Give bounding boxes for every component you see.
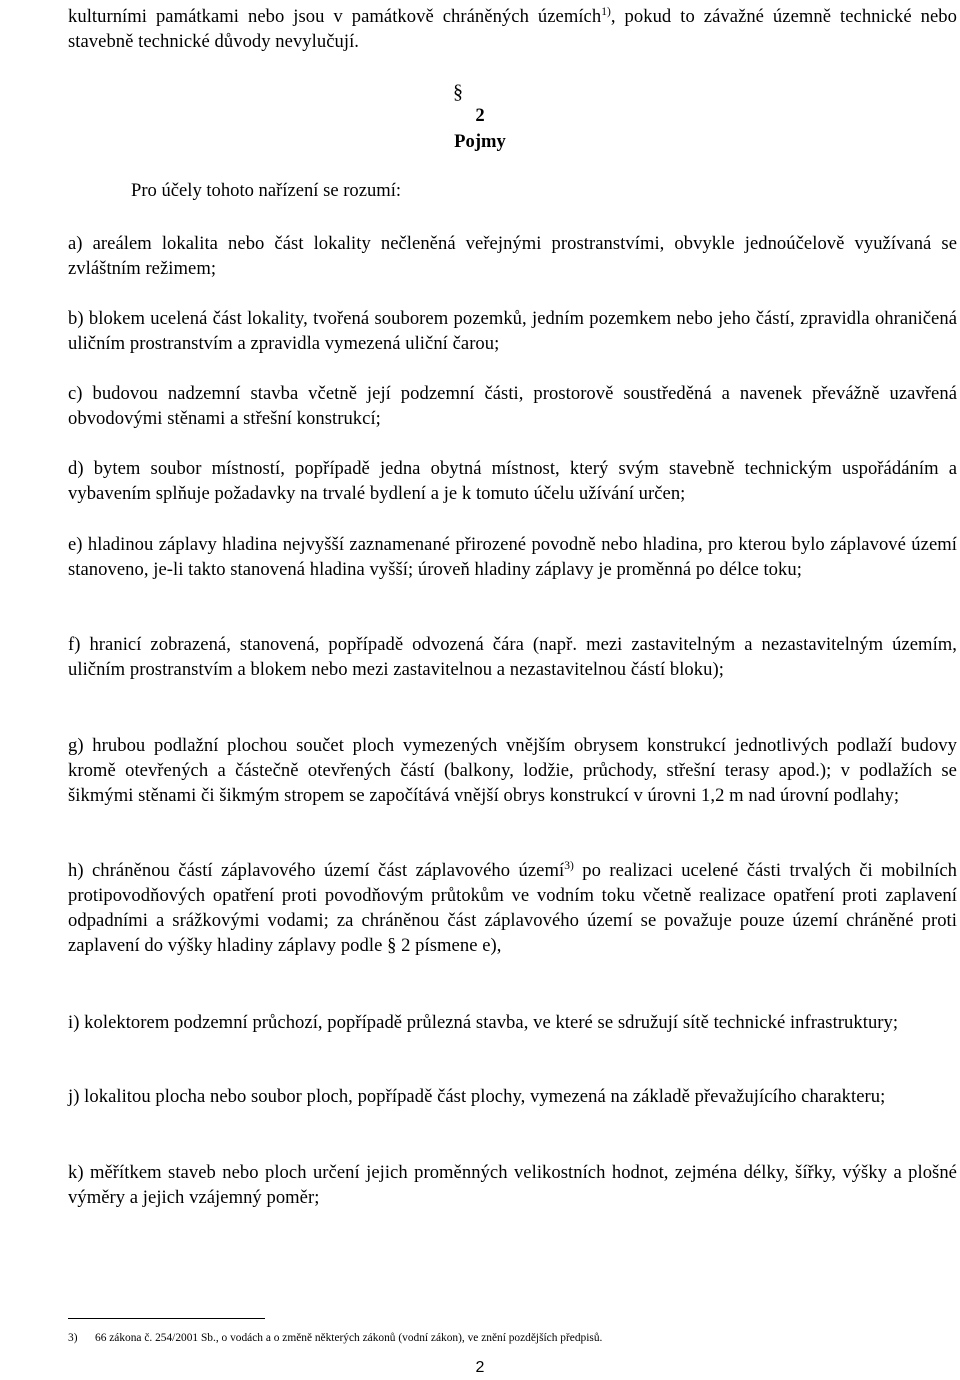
top-paragraph-text-continued: , pokud to závažné územně technické nebo stavebně technické důvody nevylučují. bbox=[68, 6, 957, 52]
definition-h-text-continued: po realizaci ucelené části trvalých či mobilních protipovodňových opatření proti povodňovým průtokům ve vodním toku včetně realizace opatření proti zaplavení odpadními a srážkovými vodami; za chráněnou část záplavového území se považuje pouze území chráněné proti zaplavení do výšky hladiny záplavy podle § 2 písmene e), bbox=[68, 860, 958, 956]
top-paragraph-text: kulturními památkami nebo jsou v památkově chráněných územích bbox=[68, 6, 602, 27]
definition-i: i) kolektorem podzemní průchozí, popřípadě průlezná stavba, ve které se sdružují sítě technické infrastruktury; bbox=[68, 1012, 899, 1033]
section-title: Pojmy bbox=[454, 131, 506, 152]
definition-f: f) hranicí zobrazená, stanovená, popřípadě odvozená čára (např. mezi zastavitelným a nezastavitelným územím, uličním prostranstvím a blokem nebo mezi zastavitelnou a nezastavitelnou částí bloku); bbox=[68, 634, 957, 680]
footnote-text: 66 zákona č. 254/2001 Sb., o vodách a o změně některých zákonů (vodní zákon), ve znění pozdějších předpisů. bbox=[95, 1332, 603, 1344]
footnote bbox=[68, 1330, 602, 1346]
section-number: 2 bbox=[475, 105, 485, 126]
definition-k: k) měřítkem staveb nebo ploch určení jejich proměnných velikostních hodnot, zejména délky, šířky, výšky a plošné výměry a jejich vzájemný poměr; bbox=[68, 1162, 957, 1208]
definition-g: g) hrubou podlažní plochou součet ploch vymezených vnějším obrysem konstrukcí jednotlivých podlaží budovy kromě otevřených a částečně otevřených částí (balkony, lodžie, průchody, střešní terasy apod.); v podlažích se šikmými stěnami či šikmým stropem se započítává vnější obrys konstrukcí v úrovni 1,2 m nad úrovní podlahy; bbox=[68, 735, 957, 806]
section-intro: Pro účely tohoto nařízení se rozumí: bbox=[131, 180, 402, 201]
definition-e: e) hladinou záplavy hladina nejvyšší zaznamenané přirozené povodně nebo hladina, pro kterou bylo záplavové území stanoveno, je-li takto stanovená hladina vyšší; úroveň hladiny záplavy je proměnná po délce toku; bbox=[68, 534, 957, 580]
definition-d: d) bytem soubor místností, popřípadě jedna obytná místnost, který svým stavebně technickým uspořádáním a vybavením splňuje požadavky na trvalé bydlení a je k tomuto účelu užívání určen; bbox=[68, 458, 957, 504]
definition-h bbox=[68, 858, 957, 958]
page-number: 2 bbox=[475, 1359, 485, 1376]
definition-a: a) areálem lokalita nebo část lokality nečleněná veřejnými prostranstvími, obvykle jednoúčelově využívaná se zvláštním režimem; bbox=[68, 233, 957, 279]
top-paragraph bbox=[68, 4, 957, 54]
footnote-mark: 3) bbox=[68, 1332, 78, 1344]
definition-b: b) blokem ucelená část lokality, tvořená souborem pozemků, jedním pozemkem nebo jeho částí, zpravidla ohraničená uličním prostranstvím a zpravidla vymezená uliční čarou; bbox=[68, 308, 957, 354]
definition-h-text: h) chráněnou částí záplavového území část záplavového území bbox=[68, 860, 565, 881]
section-sign-icon bbox=[451, 81, 465, 101]
definition-c: c) budovou nadzemní stavba včetně její podzemní části, prostorově soustředěná a navenek převážně uzavřená obvodovými stěnami a střešní konstrukcí; bbox=[68, 383, 957, 429]
svg-text:§: § bbox=[453, 81, 463, 101]
definition-j: j) lokalitou plocha nebo soubor ploch, popřípadě část plochy, vymezená na základě převažujícího charakteru; bbox=[68, 1086, 886, 1107]
footnote-reference-1: 1) bbox=[601, 6, 611, 18]
footnote-reference-3: 3) bbox=[564, 860, 574, 872]
footnote-separator bbox=[68, 1318, 265, 1319]
